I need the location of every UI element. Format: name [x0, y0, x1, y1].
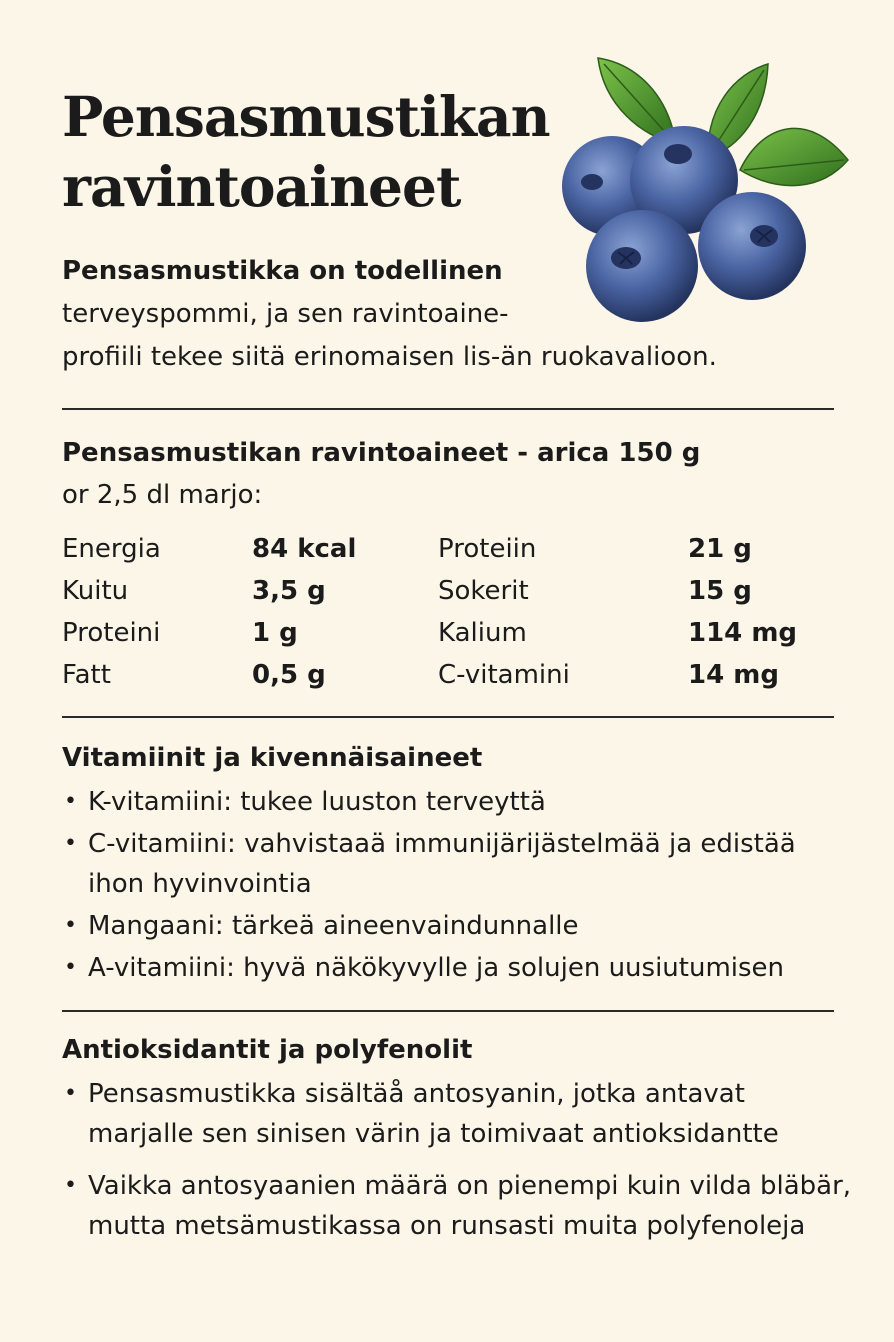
- nutrient-label: Proteiin: [438, 534, 537, 564]
- nutrition-heading-line: Pensasmustikan ravintoaineet - arica 150 g: [62, 438, 701, 468]
- list-item: • K-vitamiini: tukee luuston terveyttä: [62, 782, 852, 822]
- intro-line-2: terveyspommi, ja sen ravintoaine-: [62, 299, 509, 329]
- nutrition-heading: [62, 432, 700, 516]
- vitamins-section: [62, 738, 852, 990]
- title-line-1: Pensasmustikan: [62, 84, 550, 149]
- list-item: • C-vitamiini: vahvistaaä immunijärijästelmää ja edistää ihon hyvinvointia: [62, 824, 852, 904]
- divider: [62, 716, 834, 718]
- list-item: • Pensasmustikka sisältäå antosyanin, jotka antavat marjalle sen sinisen värin ja toimivaat antioksidantte: [62, 1074, 852, 1154]
- vitamins-list: [62, 782, 852, 988]
- list-item: • Vaikka antosyaanien määrä on pienempi kuin vilda bläbär, mutta metsämustikassa on runsasti muita polyfenoleja: [62, 1166, 852, 1246]
- intro-line-1: Pensasmustikka on todellinen: [62, 256, 503, 286]
- intro-line-3: profiili tekee siitä erinomaisen lis-än ruokavalioon.: [62, 342, 717, 372]
- list-item: • A-vitamiini: hyvä näkökyvylle ja solujen uusiutumisen: [62, 948, 852, 988]
- nutrient-value: 14 mg: [688, 660, 779, 690]
- nutrition-table: [62, 528, 842, 696]
- antioxidants-heading: Antioksidantit ja polyfenolit: [62, 1035, 473, 1065]
- list-item: • Mangaani: tärkeä aineenvaindunnalle: [62, 906, 852, 946]
- nutrient-value: 0,5 g: [252, 660, 326, 690]
- nutrition-subheading: or 2,5 dl marjo:: [62, 480, 263, 510]
- nutrient-label: Kalium: [438, 618, 527, 648]
- nutrient-value: 21 g: [688, 534, 752, 564]
- nutrient-label: Kuitu: [62, 576, 129, 606]
- divider: [62, 408, 834, 410]
- nutrient-label: Energia: [62, 534, 161, 564]
- nutrient-label: Fatt: [62, 660, 111, 690]
- antioxidants-section: [62, 1030, 852, 1258]
- page-title: [62, 82, 550, 222]
- nutrient-value: 1 g: [252, 618, 298, 648]
- nutrient-value: 84 kcal: [252, 534, 357, 564]
- intro-text: [62, 250, 822, 379]
- vitamins-heading: Vitamiinit ja kivennäisaineet: [62, 743, 483, 773]
- nutrient-value: 15 g: [688, 576, 752, 606]
- nutrient-label: Proteini: [62, 618, 161, 648]
- antioxidants-list: [62, 1074, 852, 1246]
- nutrient-label: C-vitamini: [438, 660, 570, 690]
- title-line-2: ravintoaineet: [62, 154, 461, 219]
- divider: [62, 1010, 834, 1012]
- nutrient-value: 3,5 g: [252, 576, 326, 606]
- nutrient-label: Sokerit: [438, 576, 529, 606]
- nutrient-value: 114 mg: [688, 618, 798, 648]
